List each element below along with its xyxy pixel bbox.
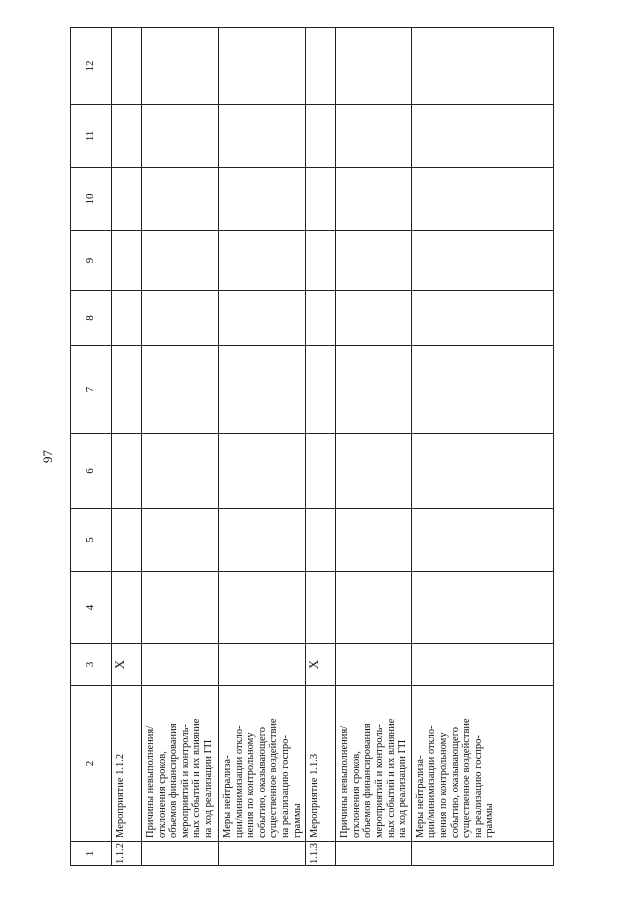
rotated-table	[70, 28, 554, 866]
empty-cell	[142, 105, 219, 168]
empty-cell	[142, 346, 219, 434]
empty-cell	[411, 231, 553, 291]
header-cell: 9	[71, 231, 112, 291]
empty-cell	[411, 572, 553, 644]
cell-number: 1.1.2	[112, 842, 142, 866]
empty-cell	[142, 168, 219, 231]
empty-cell	[142, 509, 219, 572]
empty-cell	[219, 105, 306, 168]
empty-cell	[306, 28, 336, 105]
empty-cell	[142, 434, 219, 509]
empty-cell	[306, 434, 336, 509]
empty-cell	[112, 231, 142, 291]
header-cell: 1	[71, 842, 112, 866]
header-cell: 5	[71, 509, 112, 572]
table-row	[219, 28, 306, 866]
empty-cell	[142, 572, 219, 644]
empty-cell	[411, 346, 553, 434]
cell-mark	[219, 644, 306, 686]
empty-cell	[219, 509, 306, 572]
table-row	[411, 28, 553, 866]
table-row	[336, 28, 412, 866]
cell-description: Причины невыполнения/ отклонения сроков, объемов финансирования мероприятий и контроль- ных событий и их влияние на ход реализации ГП	[336, 686, 412, 842]
empty-cell	[306, 105, 336, 168]
cell-mark	[411, 644, 553, 686]
empty-cell	[336, 168, 412, 231]
empty-cell	[336, 105, 412, 168]
empty-cell	[306, 509, 336, 572]
empty-cell	[306, 346, 336, 434]
cell-mark	[142, 644, 219, 686]
cell-number	[142, 842, 219, 866]
header-cell: 7	[71, 346, 112, 434]
cell-mark: X	[306, 644, 336, 686]
empty-cell	[112, 105, 142, 168]
empty-cell	[306, 231, 336, 291]
cell-description: Мероприятие 1.1.2	[112, 686, 142, 842]
table-row	[306, 28, 336, 866]
cell-description: Мероприятие 1.1.3	[306, 686, 336, 842]
empty-cell	[112, 434, 142, 509]
empty-cell	[219, 28, 306, 105]
empty-cell	[219, 291, 306, 346]
table-row	[142, 28, 219, 866]
empty-cell	[336, 231, 412, 291]
empty-cell	[336, 509, 412, 572]
report-table	[70, 27, 554, 866]
empty-cell	[142, 231, 219, 291]
cell-mark: X	[112, 644, 142, 686]
empty-cell	[336, 434, 412, 509]
empty-cell	[411, 434, 553, 509]
empty-cell	[306, 291, 336, 346]
header-cell: 8	[71, 291, 112, 346]
empty-cell	[112, 572, 142, 644]
empty-cell	[112, 291, 142, 346]
header-cell: 3	[71, 644, 112, 686]
header-cell: 6	[71, 434, 112, 509]
empty-cell	[336, 28, 412, 105]
empty-cell	[411, 168, 553, 231]
empty-cell	[219, 231, 306, 291]
empty-cell	[411, 105, 553, 168]
header-cell: 4	[71, 572, 112, 644]
header-cell: 2	[71, 686, 112, 842]
cell-number	[411, 842, 553, 866]
page-number: 97	[40, 450, 55, 463]
empty-cell	[306, 572, 336, 644]
empty-cell	[142, 28, 219, 105]
cell-number: 1.1.3	[306, 842, 336, 866]
empty-cell	[112, 168, 142, 231]
header-row	[71, 28, 112, 866]
empty-cell	[219, 434, 306, 509]
cell-description: Причины невыполнения/ отклонения сроков, объемов финансирования мероприятий и контроль- ных событий и их влияние на ход реализации ГП	[142, 686, 219, 842]
header-cell: 11	[71, 105, 112, 168]
empty-cell	[306, 168, 336, 231]
cell-number	[336, 842, 412, 866]
empty-cell	[219, 346, 306, 434]
empty-cell	[112, 346, 142, 434]
header-cell: 12	[71, 28, 112, 105]
empty-cell	[219, 572, 306, 644]
empty-cell	[336, 291, 412, 346]
empty-cell	[336, 572, 412, 644]
empty-cell	[112, 28, 142, 105]
table-row	[112, 28, 142, 866]
empty-cell	[336, 346, 412, 434]
header-cell: 10	[71, 168, 112, 231]
empty-cell	[142, 291, 219, 346]
cell-number	[219, 842, 306, 866]
empty-cell	[411, 28, 553, 105]
empty-cell	[219, 168, 306, 231]
cell-mark	[336, 644, 412, 686]
empty-cell	[112, 509, 142, 572]
empty-cell	[411, 291, 553, 346]
cell-description: Меры нейтрализа- ции/минимизации откло- нения по контрольному событию, оказывающего существенное воздействие на реализацию госпро- граммы	[411, 686, 553, 842]
cell-description: Меры нейтрализа- ции/минимизации откло- нения по контрольному событию, оказывающего существенное воздействие на реализацию госпро- граммы	[219, 686, 306, 842]
empty-cell	[411, 509, 553, 572]
